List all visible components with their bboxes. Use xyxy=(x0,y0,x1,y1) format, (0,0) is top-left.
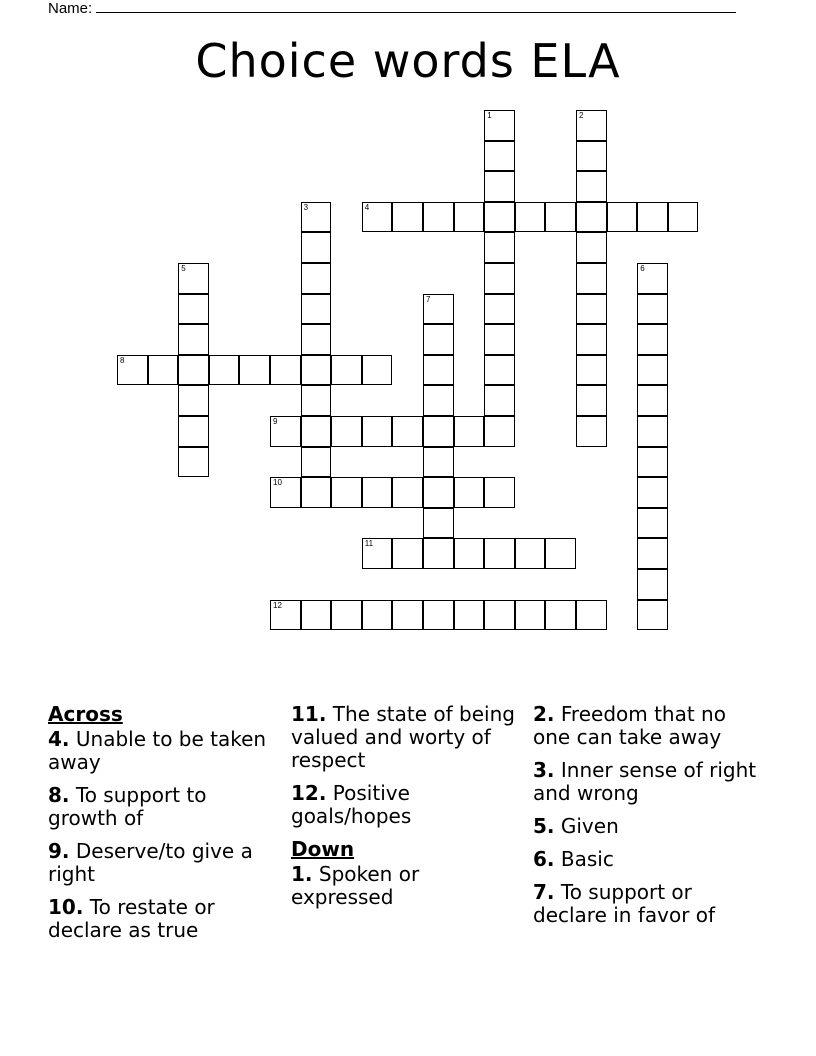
clue-item-text: The state of being valued and worty of respect xyxy=(291,702,515,772)
grid-cell[interactable] xyxy=(270,600,301,631)
grid-cell[interactable] xyxy=(576,600,607,631)
grid-cell[interactable] xyxy=(454,416,485,447)
grid-cell[interactable] xyxy=(301,202,332,233)
clue-item-text: Basic xyxy=(554,847,614,871)
clue-number: 1 xyxy=(487,111,492,120)
grid-cell[interactable] xyxy=(362,202,393,233)
grid-cell[interactable] xyxy=(362,416,393,447)
grid-cell[interactable] xyxy=(423,202,454,233)
grid-cell[interactable] xyxy=(637,294,668,325)
name-underline[interactable] xyxy=(96,0,736,13)
clue-item-text: To restate or declare as true xyxy=(48,895,215,942)
grid-cell[interactable] xyxy=(270,477,301,508)
clue-number: 7 xyxy=(426,294,431,304)
grid-cell[interactable] xyxy=(576,385,607,416)
grid-cell[interactable] xyxy=(484,141,515,172)
grid-cell[interactable] xyxy=(484,294,515,325)
grid-cell[interactable] xyxy=(484,416,515,447)
grid-cell[interactable] xyxy=(637,324,668,355)
across-clue-list-continued xyxy=(291,703,521,828)
grid-cell[interactable] xyxy=(637,202,668,233)
clue-number: 8 xyxy=(120,355,125,365)
grid-cell[interactable] xyxy=(423,324,454,355)
across-clue-list xyxy=(48,728,278,942)
grid-cell[interactable] xyxy=(668,202,699,233)
grid-cell[interactable] xyxy=(301,385,332,416)
grid-cell[interactable] xyxy=(270,355,301,386)
grid-cell[interactable] xyxy=(301,324,332,355)
grid-cell[interactable] xyxy=(423,294,454,325)
clue-number: 10 xyxy=(273,478,282,488)
grid-cell[interactable] xyxy=(239,355,270,386)
grid-cell[interactable] xyxy=(423,538,454,569)
grid-cell[interactable] xyxy=(637,600,668,631)
grid-cell[interactable] xyxy=(178,385,209,416)
down-heading: Down xyxy=(291,837,355,861)
clue-number: 11 xyxy=(364,539,374,549)
grid-cell[interactable] xyxy=(484,324,515,355)
grid-cell[interactable] xyxy=(178,355,209,386)
grid-cell[interactable] xyxy=(301,600,332,631)
grid-cell[interactable] xyxy=(362,355,393,386)
clue-number: 2 xyxy=(579,111,584,120)
clue-number: 3 xyxy=(303,202,309,212)
clue-item xyxy=(533,703,763,749)
grid-cell[interactable] xyxy=(301,294,332,325)
clue-item xyxy=(533,815,763,838)
grid-cell[interactable] xyxy=(607,202,638,233)
clues-column-3 xyxy=(533,703,763,937)
clue-item-number: 5. xyxy=(533,814,555,838)
grid-cell[interactable] xyxy=(484,202,515,233)
grid-cell[interactable] xyxy=(301,232,332,263)
grid-cell[interactable] xyxy=(576,171,607,202)
clue-number: 9 xyxy=(273,417,278,426)
grid-cell[interactable] xyxy=(576,110,607,141)
grid-cell[interactable] xyxy=(576,141,607,172)
clue-number: 4 xyxy=(364,202,370,212)
clue-item xyxy=(533,759,763,805)
grid-cell[interactable] xyxy=(423,416,454,447)
grid-cell[interactable] xyxy=(515,600,546,631)
grid-cell[interactable] xyxy=(637,477,668,508)
name-label: Name: xyxy=(48,0,93,17)
grid-cell[interactable] xyxy=(454,538,485,569)
grid-cell[interactable] xyxy=(392,416,423,447)
clue-item-number: 7. xyxy=(533,880,555,904)
grid-cell[interactable] xyxy=(362,477,393,508)
grid-cell[interactable] xyxy=(301,416,332,447)
clue-item xyxy=(48,728,278,774)
grid-cell[interactable] xyxy=(484,110,515,141)
grid-cell[interactable] xyxy=(301,447,332,478)
grid-cell[interactable] xyxy=(301,263,332,294)
grid-cell[interactable] xyxy=(484,600,515,631)
grid-cell[interactable] xyxy=(178,263,209,294)
grid-cell[interactable] xyxy=(270,416,301,447)
grid-cell[interactable] xyxy=(637,508,668,539)
grid-cell[interactable] xyxy=(178,447,209,478)
clue-number: 6 xyxy=(640,264,645,273)
clue-item xyxy=(291,782,521,828)
down-clue-list-continued xyxy=(533,703,763,927)
name-field[interactable] xyxy=(48,0,736,17)
grid-cell[interactable] xyxy=(576,294,607,325)
clue-item xyxy=(48,784,278,830)
down-clue-list xyxy=(291,863,521,909)
grid-cell[interactable] xyxy=(484,385,515,416)
grid-cell[interactable] xyxy=(454,202,485,233)
grid-cell[interactable] xyxy=(637,416,668,447)
clue-item-number: 12. xyxy=(291,781,327,805)
grid-cell[interactable] xyxy=(178,416,209,447)
grid-cell[interactable] xyxy=(331,355,362,386)
clue-item xyxy=(291,703,521,772)
grid-cell[interactable] xyxy=(423,477,454,508)
grid-cell[interactable] xyxy=(209,355,240,386)
grid-cell[interactable] xyxy=(515,202,546,233)
grid-cell[interactable] xyxy=(637,538,668,569)
clue-item xyxy=(533,881,763,927)
clue-item xyxy=(48,840,278,886)
grid-cell[interactable] xyxy=(637,263,668,294)
clues-column-2 xyxy=(291,703,521,919)
clue-item-number: 4. xyxy=(48,727,70,751)
grid-cell[interactable] xyxy=(423,385,454,416)
page-title: Choice words ELA xyxy=(195,34,621,88)
clue-item-text: To support or declare in favor of xyxy=(533,880,716,927)
grid-cell[interactable] xyxy=(362,538,393,569)
grid-cell[interactable] xyxy=(484,538,515,569)
grid-cell[interactable] xyxy=(637,447,668,478)
clue-item xyxy=(48,896,278,942)
grid-cell[interactable] xyxy=(331,477,362,508)
grid-cell[interactable] xyxy=(423,508,454,539)
clue-number: 5 xyxy=(181,264,186,273)
clue-item-text: Deserve/to give a right xyxy=(48,839,253,886)
grid-cell[interactable] xyxy=(392,477,423,508)
clue-item xyxy=(533,848,763,871)
across-heading: Across xyxy=(48,702,123,726)
clue-item-text: Freedom that no one can take away xyxy=(533,702,726,749)
clues-column-1 xyxy=(48,703,278,952)
grid-cell[interactable] xyxy=(423,600,454,631)
grid-cell[interactable] xyxy=(178,294,209,325)
clue-item-number: 3. xyxy=(533,758,555,782)
grid-cell[interactable] xyxy=(484,355,515,386)
grid-cell[interactable] xyxy=(637,385,668,416)
grid-cell[interactable] xyxy=(362,600,393,631)
grid-cell[interactable] xyxy=(117,355,148,386)
grid-cell[interactable] xyxy=(392,538,423,569)
crossword-grid xyxy=(117,110,699,632)
grid-cell[interactable] xyxy=(545,538,576,569)
grid-cell[interactable] xyxy=(576,263,607,294)
grid-cell[interactable] xyxy=(484,171,515,202)
grid-cell[interactable] xyxy=(423,447,454,478)
grid-cell[interactable] xyxy=(515,538,546,569)
grid-cell[interactable] xyxy=(484,263,515,294)
clue-item xyxy=(291,863,521,909)
clue-item-text: Inner sense of right and wrong xyxy=(533,758,757,805)
grid-cell[interactable] xyxy=(484,232,515,263)
clue-item-number: 10. xyxy=(48,895,84,919)
clue-item-text: Spoken or expressed xyxy=(291,862,420,909)
clue-item-text: Positive goals/hopes xyxy=(291,781,412,828)
grid-cell[interactable] xyxy=(576,232,607,263)
grid-cell[interactable] xyxy=(178,324,209,355)
grid-cell[interactable] xyxy=(545,202,576,233)
grid-cell[interactable] xyxy=(637,569,668,600)
grid-cell[interactable] xyxy=(576,416,607,447)
clue-item-text: To support to growth of xyxy=(48,783,207,830)
grid-cell[interactable] xyxy=(392,600,423,631)
clue-item-number: 2. xyxy=(533,702,555,726)
grid-cell[interactable] xyxy=(454,600,485,631)
clue-item-number: 6. xyxy=(533,847,555,871)
clue-item-number: 8. xyxy=(48,783,70,807)
clue-item-number: 11. xyxy=(291,702,327,726)
grid-cell[interactable] xyxy=(392,202,423,233)
grid-cell[interactable] xyxy=(545,600,576,631)
grid-cell[interactable] xyxy=(423,355,454,386)
grid-cell[interactable] xyxy=(331,600,362,631)
grid-cell[interactable] xyxy=(301,477,332,508)
clue-item-text: Unable to be taken away xyxy=(48,727,267,774)
grid-cell[interactable] xyxy=(576,324,607,355)
grid-cell[interactable] xyxy=(576,355,607,386)
clue-item-number: 1. xyxy=(291,862,313,886)
grid-cell[interactable] xyxy=(331,416,362,447)
clue-item-number: 9. xyxy=(48,839,70,863)
grid-cell[interactable] xyxy=(148,355,179,386)
clue-number: 12 xyxy=(273,600,282,610)
grid-cell[interactable] xyxy=(576,202,607,233)
grid-cell[interactable] xyxy=(484,477,515,508)
clue-item-text: Given xyxy=(554,814,619,838)
grid-cell[interactable] xyxy=(637,355,668,386)
grid-cell[interactable] xyxy=(454,477,485,508)
grid-cell[interactable] xyxy=(301,355,332,386)
